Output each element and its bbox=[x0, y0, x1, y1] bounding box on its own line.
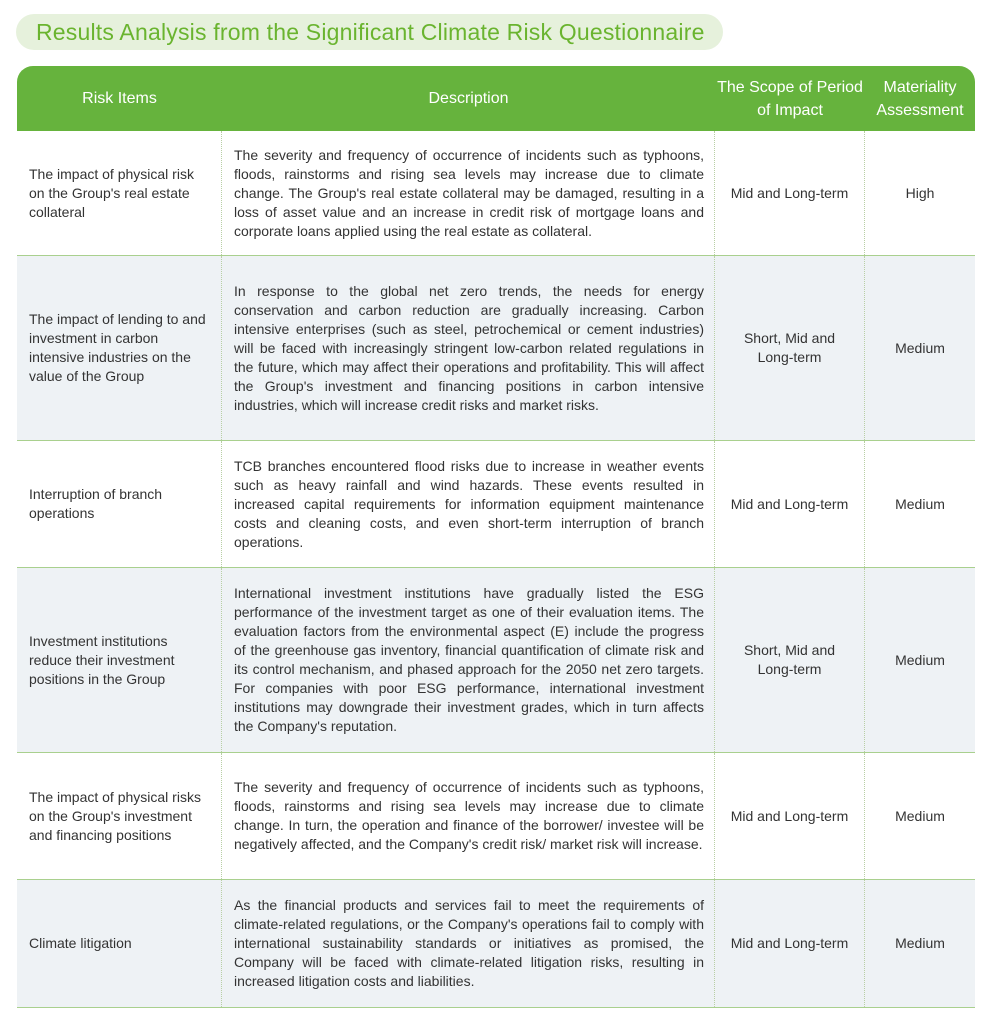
risk-item: The impact of physical risks on the Group's investment and financing positions bbox=[17, 753, 222, 879]
risk-description: As the financial products and services fail to meet the requirements of climate-related regulations, or the Company's operations fail to comply with international sustainability standards or initiatives as promised, the Company will be faced with climate-related litigation risks, resulting in increased litigation costs and liabilities. bbox=[222, 880, 715, 1007]
risk-item: The impact of lending to and investment in carbon intensive industries on the value of the Group bbox=[17, 256, 222, 440]
table-row bbox=[17, 441, 975, 568]
impact-scope: Short, Mid and Long-term bbox=[715, 256, 865, 440]
impact-scope: Mid and Long-term bbox=[715, 131, 865, 255]
risk-description: In response to the global net zero trends, the needs for energy conservation and carbon reduction are gradually increasing. Carbon intensive enterprises (such as steel, petrochemical or cement industries) will be faced with increasingly stringent low-carbon related regulations in the future, which may affect their operations and profitability. This will affect the Group's investment and financing positions in carbon intensive industries, which will increase credit risks and market risks. bbox=[222, 256, 715, 440]
impact-scope: Mid and Long-term bbox=[715, 753, 865, 879]
table-row bbox=[17, 131, 975, 256]
climate-risk-table bbox=[17, 66, 975, 1008]
risk-description: International investment institutions have gradually listed the ESG performance of the investment target as one of their evaluation items. The evaluation factors from the environmental aspect (E) include the progress of the greenhouse gas inventory, financial quantification of climate risk and its control mechanism, and phased approach for the 2050 net zero targets. For companies with poor ESG performance, international investment institutions may downgrade their investment grades, which in turn affects the Company's reputation. bbox=[222, 568, 715, 752]
header-scope: The Scope of Period of Impact bbox=[717, 78, 863, 119]
risk-description: The severity and frequency of occurrence of incidents such as typhoons, floods, rainstorms and rising sea levels may increase due to climate change. In turn, the operation and finance of the borrower/ investee will be negatively affected, and the Company's credit risk/ market risk will increase. bbox=[222, 753, 715, 879]
impact-scope: Short, Mid and Long-term bbox=[715, 568, 865, 752]
page-title: Results Analysis from the Significant Climate Risk Questionnaire bbox=[16, 14, 723, 50]
risk-item: Interruption of branch operations bbox=[17, 441, 222, 567]
risk-item: Climate litigation bbox=[17, 880, 222, 1007]
table-row bbox=[17, 880, 975, 1008]
header-risk-items: Risk Items bbox=[82, 90, 157, 107]
materiality-assessment: Medium bbox=[895, 807, 945, 824]
materiality-assessment: Medium bbox=[895, 651, 945, 668]
impact-scope: Mid and Long-term bbox=[715, 441, 865, 567]
table-row bbox=[17, 753, 975, 880]
header-description: Description bbox=[428, 90, 509, 107]
table-row bbox=[17, 256, 975, 441]
risk-item: Investment institutions reduce their investment positions in the Group bbox=[17, 568, 222, 752]
header-materiality: Materiality Assessment bbox=[876, 78, 964, 119]
table-row bbox=[17, 568, 975, 753]
risk-description: The severity and frequency of occurrence of incidents such as typhoons, floods, rainstorms and rising sea levels may increase due to climate change. The Group's real estate collateral may be damaged, resulting in a loss of asset value and an increase in credit risk of mortgage loans and corporate loans applied using the real estate as collateral. bbox=[222, 131, 715, 255]
materiality-assessment: High bbox=[905, 184, 935, 201]
materiality-assessment: Medium bbox=[895, 935, 945, 951]
risk-description: TCB branches encountered flood risks due to increase in weather events such as heavy rainfall and wind hazards. These events resulted in increased capital requirements for information equipment maintenance costs and cleaning costs, and even short-term interruption of branch operations. bbox=[222, 441, 715, 567]
materiality-assessment: Medium bbox=[895, 495, 945, 512]
table-header bbox=[17, 66, 975, 131]
materiality-assessment: Medium bbox=[895, 339, 945, 356]
risk-item: The impact of physical risk on the Group's real estate collateral bbox=[17, 131, 222, 255]
impact-scope: Mid and Long-term bbox=[715, 880, 865, 1007]
